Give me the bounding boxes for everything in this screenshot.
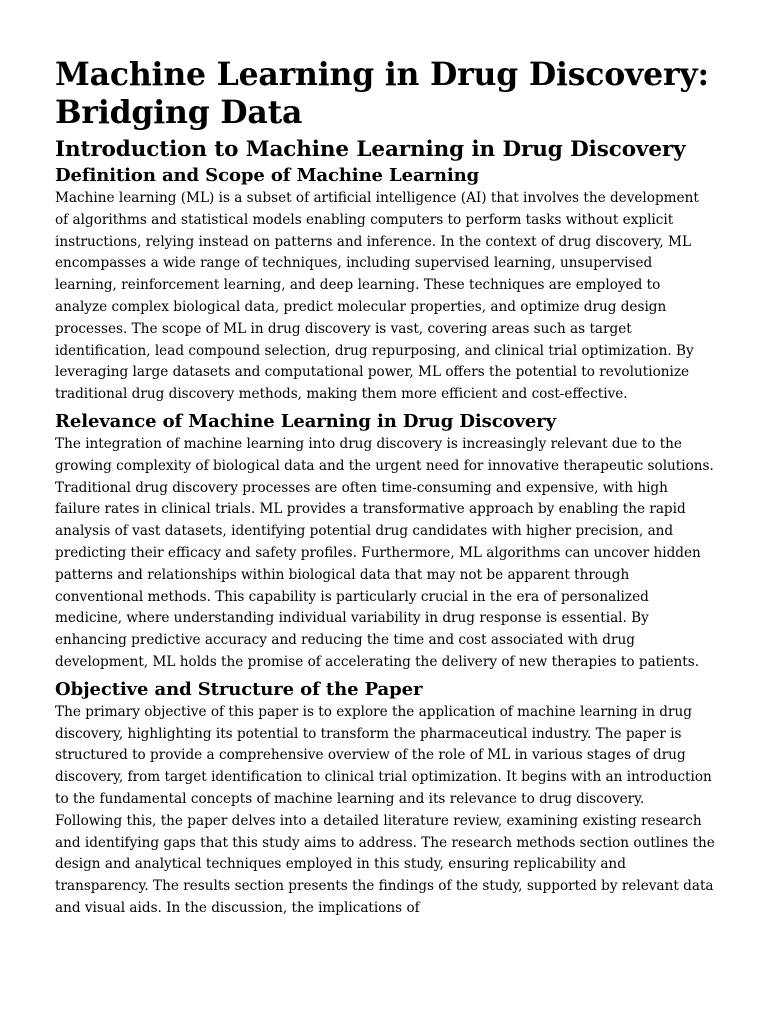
paragraph-relevance: The integration of machine learning into drug discovery is increasingly relevant due to the growing complexity of biological data and the urgent need for innovative therapeutic solutions. Traditional drug discovery processes are often time-consuming and expensive, with high failure rates in clinical trials. ML provides a transformative approach by enabling the rapid analysis of vast datasets, identifying potential drug candidates with higher precision, and predicting their efficacy and safety profiles. Furthermore, ML algorithms can uncover hidden patterns and relationships within biological data that may not be apparent through conventional methods. This capability is particularly crucial in the era of personalized medicine, where understanding individual variability in drug response is essential. By enhancing predictive accuracy and reducing the time and cost associated with drug development, ML holds the promise of accelerating the delivery of new therapies to patients.	[55, 435, 714, 670]
section-heading-introduction: Introduction to Machine Learning in Drug Discovery	[55, 137, 686, 162]
subsection-heading-relevance: Relevance of Machine Learning in Drug Discovery	[55, 410, 556, 432]
subsection-heading-definition: Definition and Scope of Machine Learning	[55, 165, 480, 186]
document-page	[55, 56, 715, 920]
subsection-heading-objective: Objective and Structure of the Paper	[55, 678, 423, 700]
paragraph-definition: Machine learning (ML) is a subset of artificial intelligence (AI) that involves the development of algorithms and statistical models enabling computers to perform tasks without explicit instructions, relying instead on patterns and inference. In the context of drug discovery, ML encompasses a wide range of techniques, including supervised learning, unsupervised learning, reinforcement learning, and deep learning. These techniques are employed to analyze complex biological data, predict molecular properties, and optimize drug design processes. The scope of ML in drug discovery is vast, covering areas such as target identification, lead compound selection, drug repurposing, and clinical trial optimization. By leveraging large datasets and computational power, ML offers the potential to revolutionize traditional drug discovery methods, making them more efficient and cost-effective.	[55, 190, 699, 403]
paragraph-objective: The primary objective of this paper is to explore the application of machine learning in drug discovery, highlighting its potential to transform the pharmaceutical industry. The paper is structured to provide a comprehensive overview of the role of ML in various stages of drug discovery, from target identification to clinical trial optimization. It begins with an introduction to the fundamental concepts of machine learning and its relevance to drug discovery. Following this, the paper delves into a detailed literature review, examining existing research and identifying gaps that this study aims to address. The research methods section outlines the design and analytical techniques employed in this study, ensuring replicability and transparency. The results section presents the findings of the study, supported by relevant data and visual aids. In the discussion, the implications of	[55, 703, 715, 916]
paper-title: Machine Learning in Drug Discovery: Bridging Data	[55, 56, 709, 131]
